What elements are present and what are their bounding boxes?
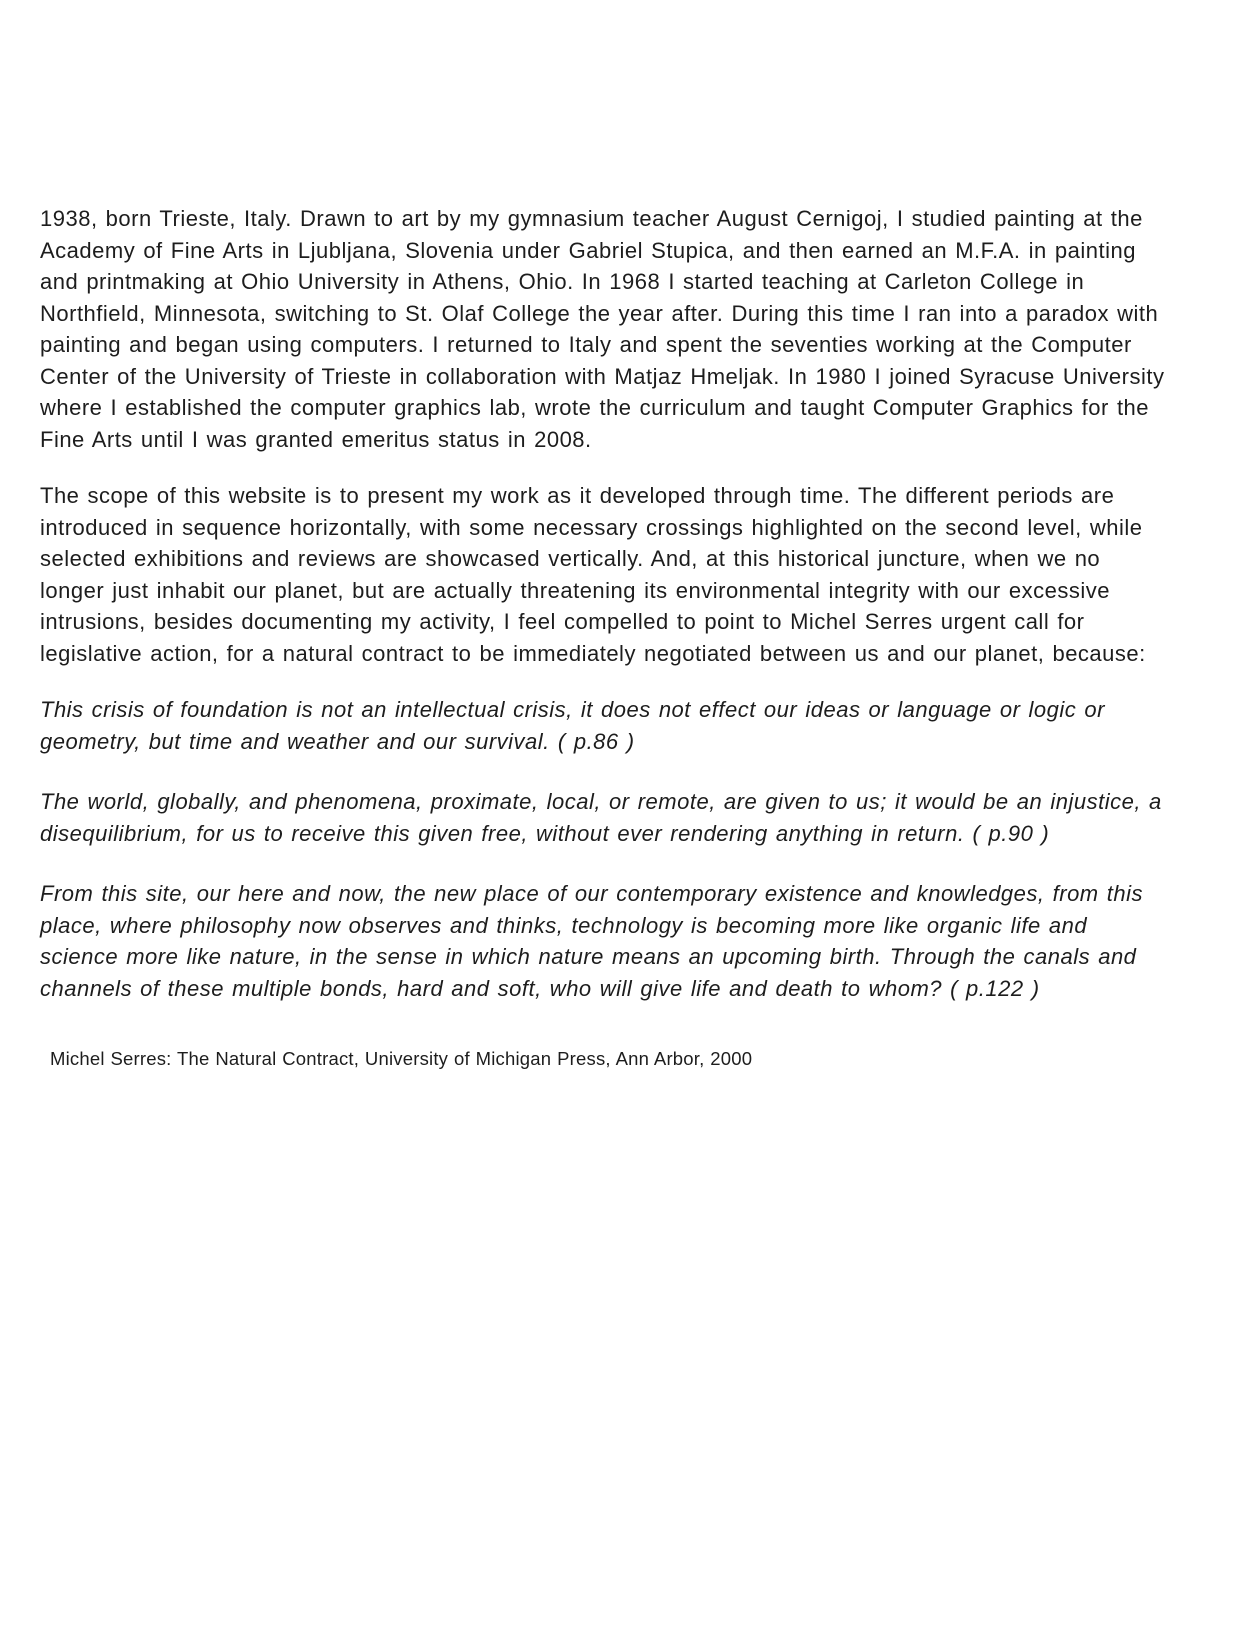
serres-quote-3: From this site, our here and now, the new place of our contemporary existence and knowledges, from this place, where philosophy now observes and thinks, technology is becoming more like organic life and science more like nature, in the sense in which nature means an upcoming birth. Through the canals and channels of these multiple bonds, hard and soft, who will give life and death to whom? ( p.122 ) bbox=[40, 881, 1143, 1001]
bio-paragraph-2: The scope of this website is to present my work as it developed through time. The different periods are introduced in sequence horizontally, with some necessary crossings highlighted on the second level, while selected exhibitions and reviews are showcased vertically. And, at this historical juncture, when we no longer just inhabit our planet, but are actually threatening its environmental integrity with our excessive intrusions, besides documenting my activity, I feel compelled to point to Michel Serres urgent call for legislative action, for a natural contract to be immediately negotiated between us and our planet, because: bbox=[40, 483, 1146, 666]
serres-quote-2: The world, globally, and phenomena, proximate, local, or remote, are given to us; it would be an injustice, a disequilibrium, for us to receive this given free, without ever rendering anything in return. ( p.90 ) bbox=[40, 789, 1162, 846]
serres-quote-1: This crisis of foundation is not an intellectual crisis, it does not effect our ideas or language or logic or geometry, but time and weather and our survival. ( p.86 ) bbox=[40, 697, 1105, 754]
bio-paragraph-1: 1938, born Trieste, Italy. Drawn to art by my gymnasium teacher August Cernigoj, I studied painting at the Academy of Fine Arts in Ljubljana, Slovenia under Gabriel Stupica, and then earned an M.F.A. in painting and printmaking at Ohio University in Athens, Ohio. In 1968 I started teaching at Carleton College in Northfield, Minnesota, switching to St. Olaf College the year after. During this time I ran into a paradox with painting and began using computers. I returned to Italy and spent the seventies working at the Computer Center of the University of Trieste in collaboration with Matjaz Hmeljak. In 1980 I joined Syracuse University where I established the computer graphics lab, wrote the curriculum and taught Computer Graphics for the Fine Arts until I was granted emeritus status in 2008. bbox=[40, 206, 1165, 452]
book-reference: Michel Serres: The Natural Contract, University of Michigan Press, Ann Arbor, 2000 bbox=[50, 1048, 753, 1069]
